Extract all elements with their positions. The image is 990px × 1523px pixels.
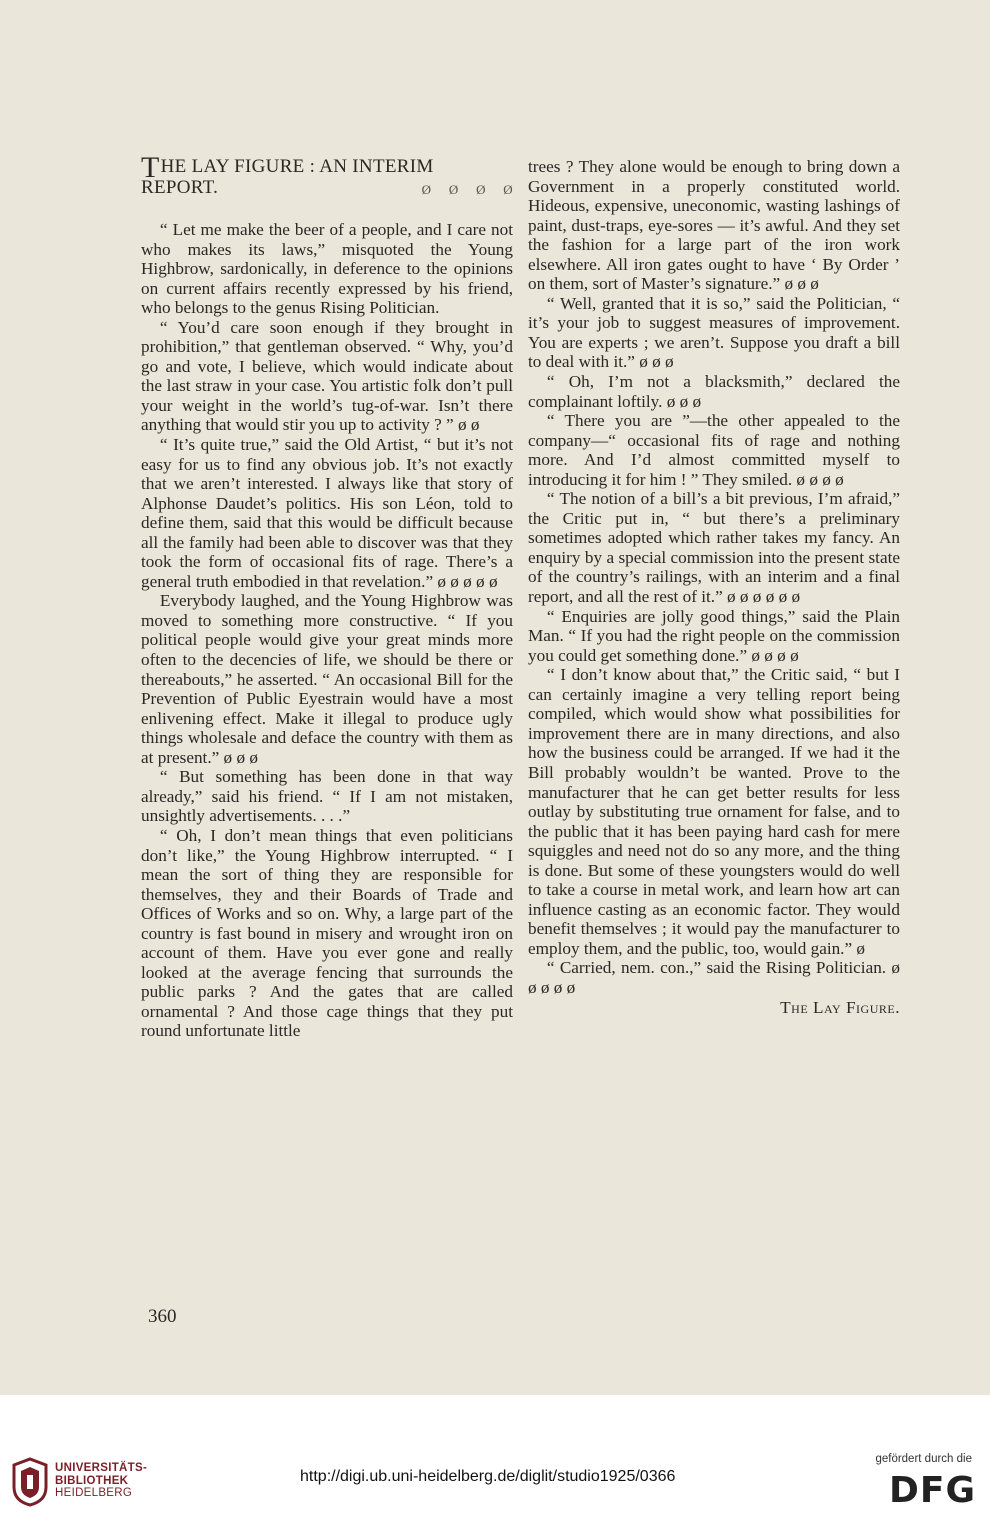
library-line-3: HEIDELBERG bbox=[55, 1487, 133, 1499]
paragraph: “ You’d care soon enough if they brought in prohibition,” that gentleman observed. “ Why, you’d go and vote, I believe, which would indicate about the last straw in your case. You artistic folk don’t pull your weight in the world’s tug-of-war. Isn’t there anything that would stir you up to activity ? ” ø ø bbox=[141, 317, 513, 435]
university-library-logo-icon bbox=[10, 1457, 50, 1507]
paragraph: “ Oh, I don’t mean things that even politicians don’t like,” the Young Highbrow interrupted. “ I mean the sort of thing they are responsible for themselves, they and their Boards of Trade and Offices of Works and so on. Why, a large part of the country is fast bound in misery and wrought iron on account of them. Have you ever gone and really looked at the average fencing that surrounds the public parks ? And the gates that are called ornamental ? And those cage things that they put round unfortunate little bbox=[141, 825, 513, 1041]
paragraph: “ But something has been done in that way already,” said his friend. “ If I am not mistaken, unsightly advertisements. . . .” bbox=[141, 767, 513, 826]
dfg-logo: DFG bbox=[888, 1470, 976, 1511]
title-text: HE LAY FIGURE : AN INTERIM REPORT. bbox=[141, 156, 434, 198]
title-ornament: Ø Ø Ø Ø bbox=[421, 182, 513, 197]
source-url-link[interactable]: http://digi.ub.uni-heidelberg.de/diglit/studio1925/0366 bbox=[300, 1468, 676, 1485]
library-line-2: BIBLIOTHEK bbox=[55, 1474, 129, 1487]
title-initial: T bbox=[141, 151, 160, 184]
paragraph: “ It’s quite true,” said the Old Artist, “ but it’s not easy for us to find any obvious job. It’s not exactly that we aren’t interested. I always like that story of Alphonse Daudet’s politics. His son Léon, told to define them, said that this would be difficult because all the family had been able to discover was that they took the form of occasional fits of rage. There’s a general truth embodied in that revelation.” ø ø ø ø ø bbox=[141, 435, 513, 591]
article-title bbox=[141, 151, 513, 198]
paragraph: “ The notion of a bill’s a bit previous, I’m afraid,” the Critic put in, “ but there’s a preliminary sometimes adopted which rather takes my fancy. An enquiry by a special commission into the present state of the country’s railings, with an interim and a final report, and all the rest of it.” ø ø ø ø ø ø bbox=[528, 489, 900, 607]
university-library-name bbox=[55, 1462, 147, 1500]
paragraph: Everybody laughed, and the Young Highbrow was moved to something more constructive. “ If you political people would give your great minds more often to the decencies of life, we should be there or thereabouts,” he asserted. “ An occasional Bill for the Prevention of Public Eyestrain would have a most enlivening effect. Make it illegal to produce ugly things wholesale and deface the country with them as at present.” ø ø ø bbox=[141, 591, 513, 767]
paragraph: “ I don’t know about that,” the Critic said, “ but I can certainly imagine a very telling report being compiled, which would show what possibilities for improvement there are in many directions, and also how the business could be arranged. If we had it the Bill probably wouldn’t be wanted. Prove to the manufacturer that he can get better results for less outlay by substituting true ornament for false, and to the public that it has been paying hard cash for mere squiggles and need not do so any more, and the thing is done. But some of these youngsters would do well to take a course in metal work, and learn how art can influence casting as an economic factor. They would benefit themselves ; it would pay the manufacturer to employ them, and the public, too, would gain.” ø bbox=[528, 665, 900, 958]
article-signature: The Lay Figure. bbox=[780, 997, 900, 1017]
page-number: 360 bbox=[148, 1306, 177, 1327]
digitization-footer bbox=[0, 1395, 990, 1523]
left-column bbox=[141, 151, 513, 1041]
paragraph: “ Oh, I’m not a blacksmith,” declared the complainant loftily. ø ø ø bbox=[528, 372, 900, 411]
paragraph: “ Carried, nem. con.,” said the Rising Politician. ø ø ø ø ø bbox=[528, 958, 900, 997]
paragraph: trees ? They alone would be enough to bring down a Government in a properly constituted world. Hideous, expensive, uneconomic, wasting lashings of paint, dust-traps, eye-sores — it’s awful. And they set the fashion for a large part of the iron work elsewhere. All iron gates ought to have ‘ By Order ’ on them, sort of Master’s signature.” ø ø ø bbox=[528, 157, 900, 294]
right-column bbox=[528, 157, 900, 1017]
library-line-1: UNIVERSITÄTS- bbox=[55, 1462, 148, 1474]
paragraph: “ There you are ”—the other appealed to the company—“ occasional fits of rage and nothing more. And I’d almost committed myself to introducing it for him ! ” They smiled. ø ø ø ø bbox=[528, 411, 900, 489]
paragraph: “ Enquiries are jolly good things,” said the Plain Man. “ If you had the right people on the commission you could get something done.” ø ø ø ø bbox=[528, 606, 900, 665]
paragraph: “ Well, granted that it is so,” said the Politician, “ it’s your job to suggest measures of improvement. You are experts ; we aren’t. Suppose you draft a bill to deal with it.” ø ø ø bbox=[528, 293, 900, 372]
paragraph: “ Let me make the beer of a people, and I care not who makes its laws,” misquoted the Young Highbrow, sardonically, in deference to the opinions on current affairs recently expressed by his friend, who belongs to the genus Rising Politician. bbox=[141, 220, 513, 318]
funding-label: gefördert durch die bbox=[875, 1453, 972, 1465]
